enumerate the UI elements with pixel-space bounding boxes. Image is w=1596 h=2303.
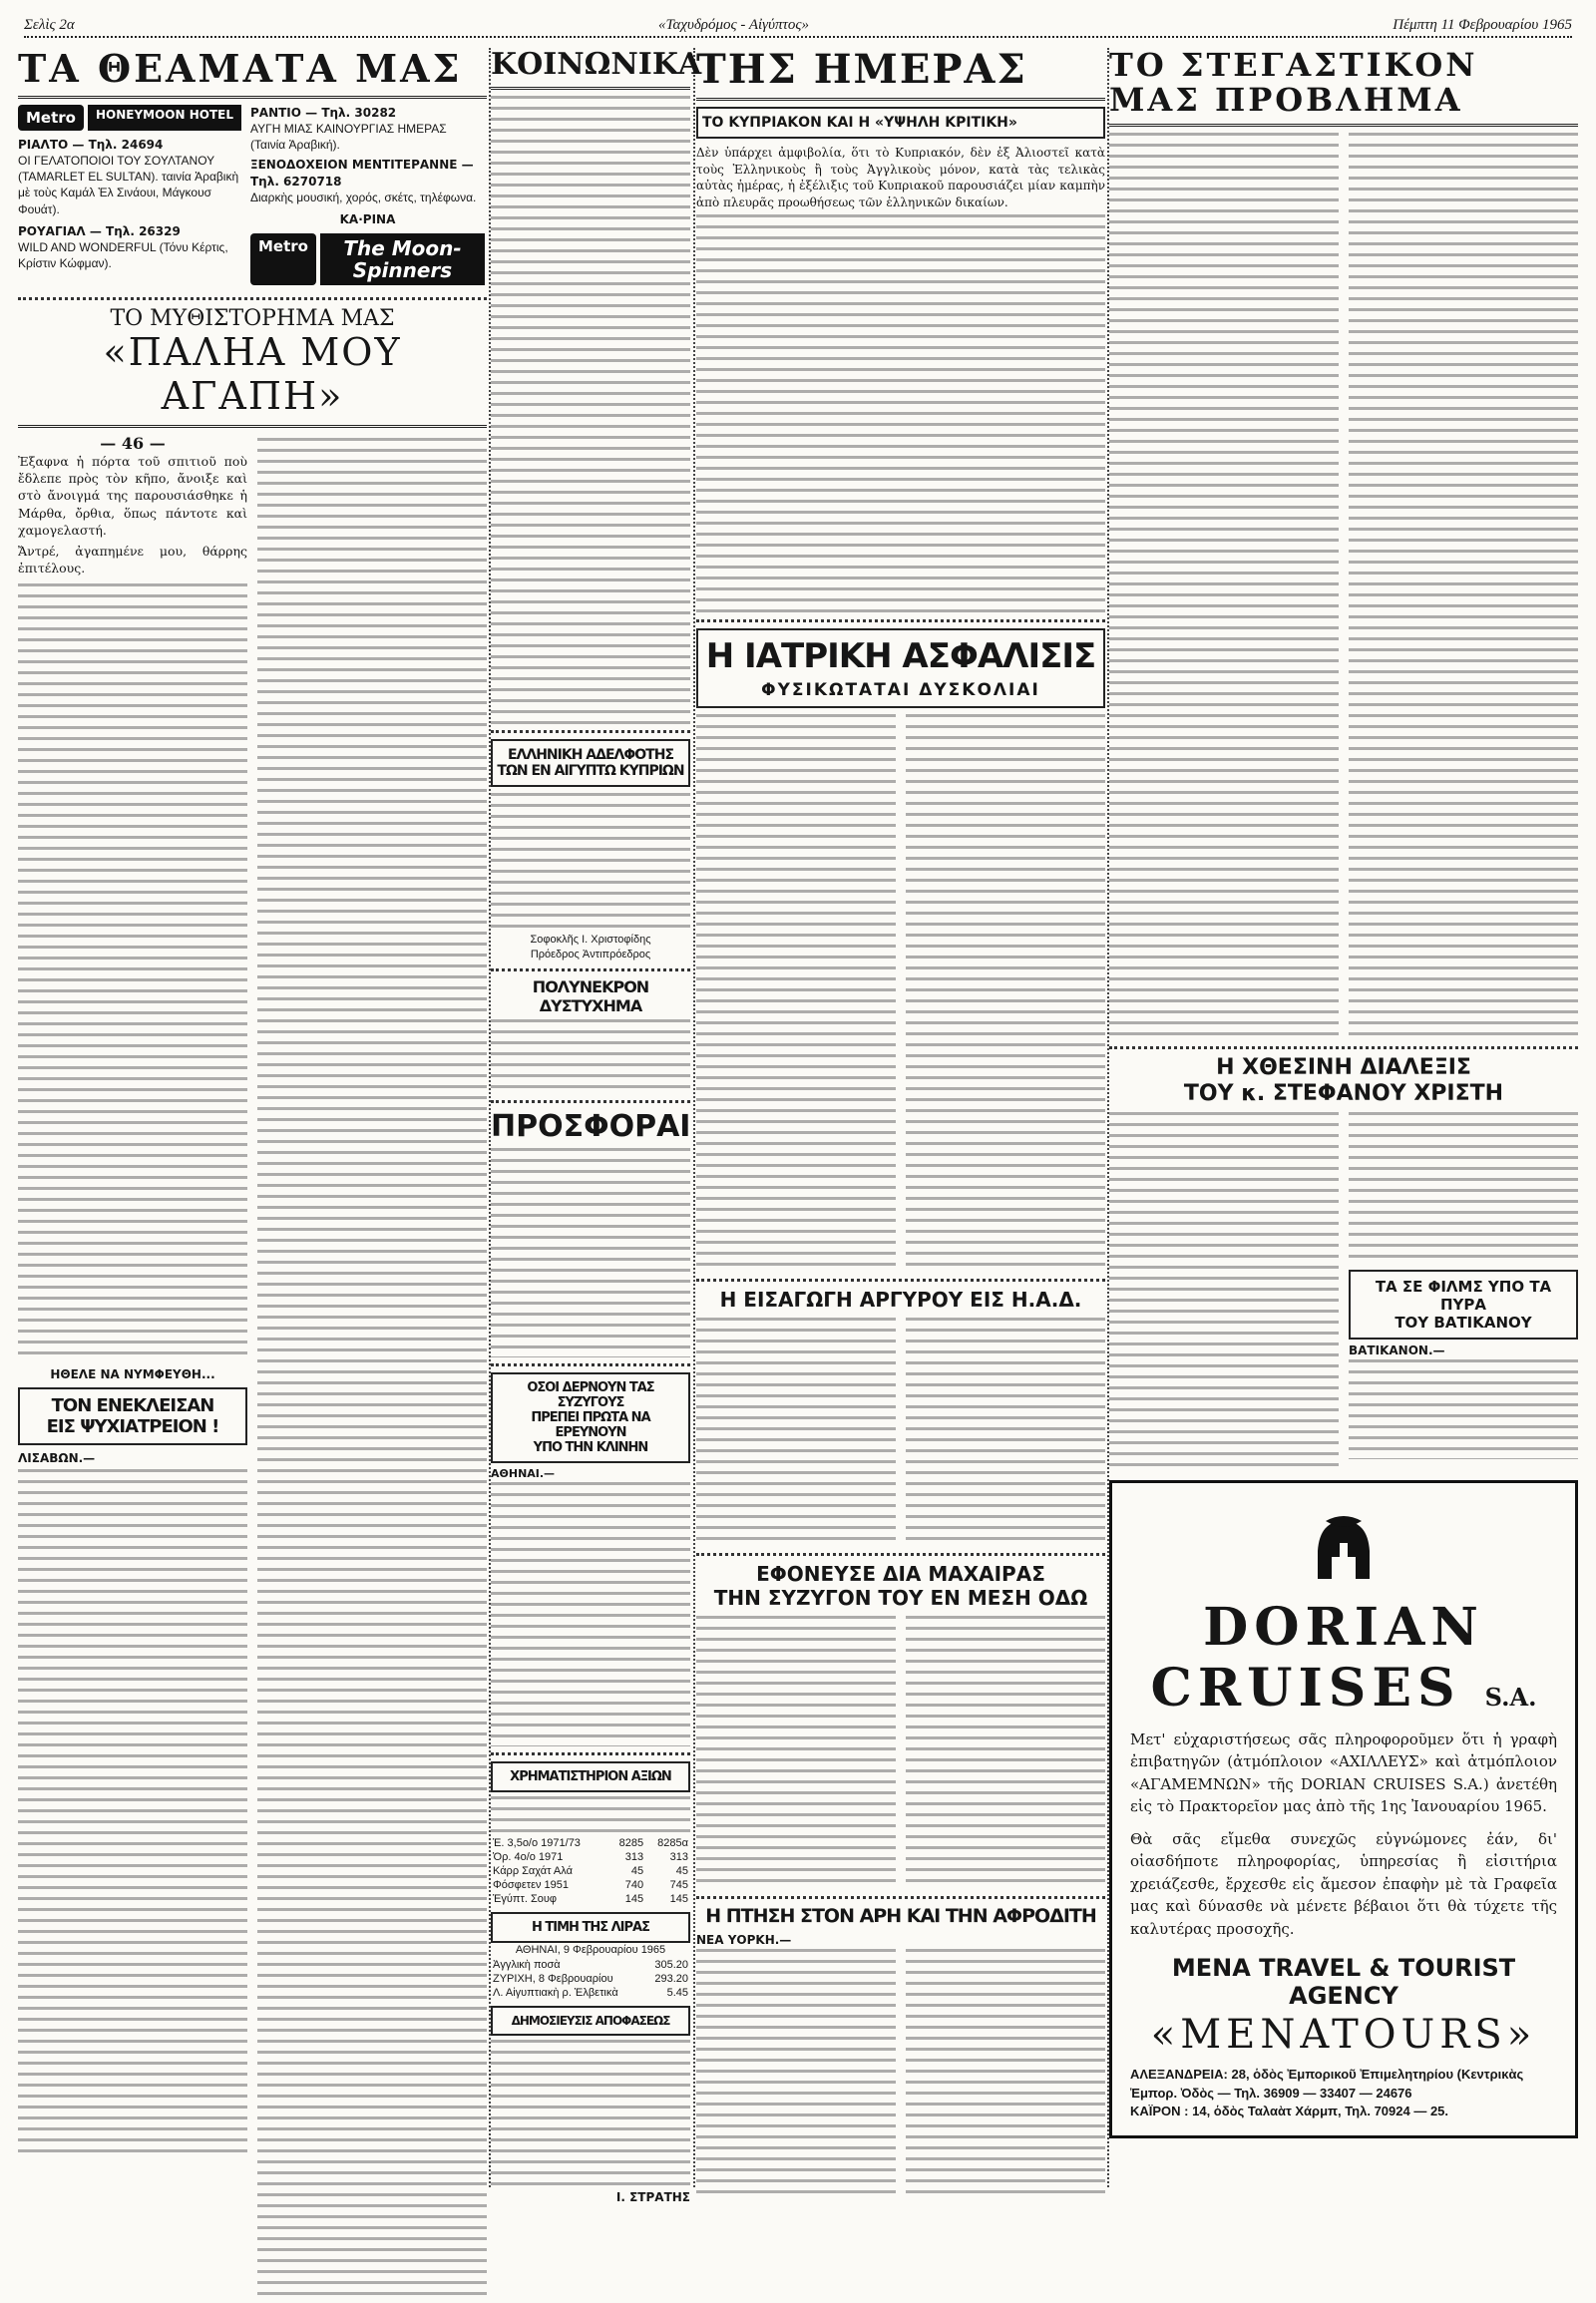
- brotherhood-line1: ΕΛΛΗΝΙΚΗ ΑΔΕΛΦΟΤΗΣ: [507, 747, 674, 763]
- social-body-text: [491, 96, 690, 724]
- table-cell: 5.45: [666, 1986, 688, 1999]
- gold-title: Η ΤΙΜΗ ΤΗΣ ΛΙΡΑΣ: [532, 1919, 649, 1935]
- gold-dateline: ΑΘΗΝΑΙ, 9 Φεβρουαρίου 1965: [515, 1943, 666, 1956]
- vatican-fire-line2: ΤΟΥ ΒΑΤΙΚΑΝΟΥ: [1395, 1313, 1532, 1332]
- cinema-royal-desc: WILD AND WONDERFUL (Τόνυ Κέρτις, Κρίστιν Κώφμαν).: [18, 239, 228, 271]
- ad-address-cairo: ΚΑΪΡΟΝ : 14, ὁδὸς Ταλαὰτ Χάρμπ, Τηλ. 70924 — 25.: [1130, 2103, 1449, 2118]
- divider: [696, 619, 1105, 622]
- paper-name: «Ταχυδρόμος - Αἰγύπτος»: [658, 16, 809, 33]
- dateline-newyork: ΝΕΑ ΥΟΡΚΗ.—: [696, 1933, 792, 1948]
- headline-asylum-line1: ΤΟΝ ΕΝΕΚΛΕΙΣΑΝ: [51, 1394, 214, 1416]
- asylum-body-text: [18, 1469, 247, 2157]
- headline-stock-market: [491, 1761, 690, 1792]
- cinema-karina: ΚΑ·ΡΙΝΑ: [339, 211, 396, 226]
- novel-label: ΤΟ ΜΥΘΙΣΤΟΡΗΜΑ ΜΑΣ: [110, 306, 395, 332]
- headline-silver: Η ΕΙΣΑΓΩΓΗ ΑΡΓΥΡΟΥ ΕΙΣ Η.Α.Δ.: [719, 1288, 1082, 1313]
- cinema-rialto: ΡΙΑΛΤΟ — Τηλ. 24694: [18, 137, 164, 152]
- spouses-line3: ΥΠΟ ΤΗΝ ΚΛΙΝΗΝ: [533, 1439, 648, 1455]
- headline-accident: ΠΟΛΥΝΕΚΡΟΝ ΔΥΣΤΥΧΗΜΑ: [532, 976, 649, 1015]
- section-title-day: ΤΗΣ ΗΜΕΡΑΣ: [696, 46, 1027, 93]
- housing-body-text: [1109, 133, 1339, 1040]
- headline-knife-2: ΤΗΝ ΣΥΖΥΓΟΝ ΤΟΥ ΕΝ ΜΕΣΗ ΟΔΩ: [713, 1586, 1088, 1611]
- table-cell: ΖΥΡΙΧΗ, 8 Φεβρουαρίου: [493, 1972, 613, 1985]
- table-cell: 145: [624, 1892, 644, 1905]
- silver-body-text-continued: [906, 1318, 1105, 1547]
- lecture-body-text-continued: [1349, 1112, 1578, 1262]
- metro-logo: Metro: [250, 233, 316, 285]
- novel-paragraph: Ἐξαφνα ἡ πόρτα τοῦ σπιτιοῦ ποὺ ἔδλεπε πρὸς τὸν κῆπο, ἄνοιξε καὶ στὸ ἄνοιγμά της παρουσιάσθηκε ἡ Μάρθα, ὄρθια, ὅπως πάντοτε καὶ χαμογελαστή.: [18, 453, 247, 538]
- insurance-body-text: [696, 714, 896, 1273]
- gold-table: [491, 1958, 690, 2000]
- vatican-fire-line1: ΤΑ ΣΕ ΦΙΛΜΣ ΥΠΟ ΤΑ ΠΥΡΑ: [1375, 1277, 1552, 1314]
- silver-body-text: [696, 1318, 896, 1547]
- divider: [491, 1100, 690, 1103]
- divider: [491, 968, 690, 971]
- divider: [18, 96, 487, 99]
- headline-vatican-fire: [1349, 1270, 1578, 1340]
- table-cell: 8285α: [657, 1836, 688, 1849]
- column-housing: [1109, 48, 1578, 2187]
- insurance-subtitle: ΦΥΣΙΚΩΤΑΤΑΙ ΔΥΣΚΟΛΙΑΙ: [761, 680, 1040, 701]
- helmet-icon: [1312, 1517, 1376, 1587]
- divider: [696, 1896, 1105, 1899]
- novel-body-text-continued: [257, 438, 487, 2303]
- dateline-athens: ΑΘΗΝΑΙ.—: [491, 1466, 556, 1480]
- headline-knife-1: ΕΦΟΝΕΥΣΕ ΔΙΑ ΜΑΧΑΙΡΑΣ: [756, 1562, 1045, 1587]
- table-row: [491, 1836, 690, 1850]
- ad-text-1: Μετ' εὐχαριστήσεως σᾶς πληροφοροῦμεν ὅτι ἡ γραφὴ ἐπιβατηγῶν (ἀτμόπλοιον «ΑΧΙΛΛΕΥΣ» καὶ ἀτμόπλοιον «ΑΓΑΜΕΜΝΩΝ» τῆς DORIAN CRUISES S.A.) ἀνετέθη εἰς τὸ Πρακτορεῖον μας ἀπὸ τῆς 1ης Ἰανουαρίου 1965.: [1130, 1729, 1557, 1816]
- section-title-theatre: ΤΑ ΘΕΑΜΑΤΑ ΜΑΣ: [18, 46, 463, 91]
- film-poster-honeymoon: HONEYMOON HOTEL: [88, 105, 241, 131]
- divider: [1109, 124, 1578, 127]
- table-cell: 740: [624, 1878, 644, 1891]
- table-cell: Φόσφετεν 1951: [493, 1878, 569, 1891]
- page-header: [24, 14, 1572, 38]
- hotel-desc: Διαρκὴς μουσική, χορός, σκέτς, τηλέφωνα.: [250, 190, 477, 204]
- ad-menatours: «MENATOURS»: [1150, 2012, 1537, 2059]
- table-cell: Ὁρ. 4ο/ο 1971: [493, 1850, 564, 1863]
- headline-asylum: [18, 1387, 247, 1445]
- table-cell: 8285: [618, 1836, 644, 1849]
- issue-date: Πέμπτη 11 Φεβρουαρίου 1965: [1393, 16, 1572, 33]
- knife-body-text-continued: [906, 1616, 1105, 1890]
- table-row: [491, 1864, 690, 1878]
- novel-title: «ΠΑΛΗΑ ΜΟΥ ΑΓΑΠΗ»: [103, 330, 402, 419]
- cinema-ranti-desc: ΑΥΓΗ ΜΙΑΣ ΚΑΙΝΟΥΡΓΙΑΣ ΗΜΕΡΑΣ (Ταινία Ἀραβική).: [250, 121, 447, 153]
- divider: [491, 1752, 690, 1755]
- headline-spouses: [491, 1372, 690, 1463]
- headline-gold: [491, 1912, 690, 1943]
- column-rule: [693, 48, 695, 2187]
- vatican-body-text: [1349, 1359, 1578, 1459]
- column-day: [696, 48, 1105, 2187]
- announcement-signer: Ι. ΣΤΡΑΤΗΣ: [615, 2189, 690, 2204]
- ad-address-alexandria: ΑΛΕΞΑΝΔΡΕΙΑ: 28, ὁδὸς Ἐμπορικοῦ Ἐπιμελητηρίου (Κεντρικὰς Ἐμπορ. Ὀδὸς — Τηλ. 36909 — 33407 — 24676: [1130, 2067, 1524, 2101]
- spouses-line2: ΠΡΕΠΕΙ ΠΡΩΤΑ ΝΑ ΕΡΕΥΝΟΥΝ: [531, 1409, 650, 1440]
- table-cell: 313: [669, 1850, 688, 1863]
- headline-announcement: [491, 2006, 690, 2036]
- table-cell: Ἐ. 3,5ο/ο 1971/73: [493, 1836, 581, 1849]
- column-social: [491, 47, 702, 2204]
- page-number: Σελὶς 2α: [24, 16, 75, 33]
- cyprus-head: ΤΟ ΚΥΠΡΙΑΚΟΝ ΚΑΙ Η «ΥΨΗΛΗ ΚΡΙΤΙΚΗ»: [702, 115, 1017, 131]
- cinema-ranti: ΡΑΝΤΙΟ — Τηλ. 30282: [250, 105, 397, 120]
- accident-body-text: [491, 1019, 690, 1094]
- section-title-social: ΚΟΙΝΩΝΙΚΑ: [491, 47, 702, 82]
- stock-table: [491, 1836, 690, 1906]
- ad-brand-suffix: S.A.: [1484, 1682, 1537, 1712]
- offers-body-text: [491, 1148, 690, 1357]
- hotel-mediterranee: ΞΕΝΟΔΟΧΕΙΟΝ ΜΕΝΤΙΤΕΡΑΝΝΕ — Τηλ. 6270718: [250, 158, 474, 189]
- brotherhood-line2: ΤΩΝ ΕΝ ΑΙΓΥΠΤΩ ΚΥΠΡΙΩΝ: [497, 763, 684, 779]
- table-cell: 745: [669, 1878, 688, 1891]
- headline-lecture-1: Η ΧΘΕΣΙΝΗ ΔΙΑΛΕΞΙΣ: [1216, 1055, 1471, 1081]
- cyprus-body-text: [696, 214, 1105, 613]
- ad-brand-name: DORIAN CRUISES: [1150, 1596, 1484, 1719]
- novel-paragraph: Ἄντρέ, ἀγαπημένε μου, θάρρης ἐπιτέλους.: [18, 544, 247, 576]
- divider: [696, 1279, 1105, 1282]
- ad-text-2: Θὰ σᾶς εἴμεθα συνεχῶς εὐγνώμονες ἐάν, δι' οἱασδήποτε πληροφορίας, ὑπηρεσίας ἢ εἰσιτήρια χρειάζεσθε, ἔρχεσθε εἰς ἄμεσον ἐπαφὴν μὲ τὰ Γραφεῖα μας καὶ δύνασθε νὰ μένετε βέβαιοι ὅτι θὰ τύχετε τῆς καλυτέρας προσοχῆς.: [1130, 1829, 1557, 1938]
- cinema-rialto-desc: ΟΙ ΓΕΛΑΤΟΠΟΙΟΙ ΤΟΥ ΣΟΥΛΤΑΝΟΥ (TAMARLET EL SULTAN). ταινία Ἀραβικὴ μὲ τοὺς Καμάλ Ἐλ Σινάουι, Μάγκουσ Φουάτ).: [18, 153, 239, 216]
- episode-number: — 46 —: [100, 433, 166, 453]
- table-row: [491, 1892, 690, 1906]
- headline-brotherhood: [491, 739, 690, 787]
- headline-insurance: [696, 628, 1105, 708]
- announcement-title: ΔΗΜΟΣΙΕΥΣΙΣ ΑΠΟΦΑΣΕΩΣ: [511, 2013, 670, 2028]
- table-cell: 305.20: [654, 1958, 688, 1971]
- divider: [696, 1553, 1105, 1556]
- table-row: [491, 1850, 690, 1864]
- table-cell: Ἐγύπτ. Σουφ: [493, 1892, 558, 1905]
- ad-dorian-cruises: [1109, 1480, 1578, 2138]
- knife-body-text: [696, 1616, 896, 1890]
- headline-mars-venus: Η ΠΤΗΣΗ ΣΤΟΝ ΑΡΗ ΚΑΙ ΤΗΝ ΑΦΡΟΔΙΤΗ: [705, 1905, 1096, 1928]
- table-row: [491, 1986, 690, 2000]
- insurance-title: Η ΙΑΤΡΙΚΗ ΑΣΦΑΛΙΣΙΣ: [705, 636, 1096, 677]
- table-cell: 45: [630, 1864, 644, 1877]
- table-row: [491, 1958, 690, 1972]
- signature-title: Πρόεδρος Ἀντιπρόεδρος: [530, 948, 651, 960]
- signature-name: Σοφοκλῆς Ι. Χριστοφίδης: [530, 934, 651, 946]
- spouses-body-text: [491, 1482, 690, 1746]
- announcement-body-text: [491, 2040, 690, 2189]
- headline-offers: ΠΡΟΣΦΟΡΑΙ: [491, 1108, 691, 1144]
- section-title-housing: ΤΟ ΣΤΕΓΑΣΤΙΚΟΝ ΜΑΣ ΠΡΟΒΛΗΜΑ: [1109, 46, 1478, 120]
- divider: [18, 297, 487, 300]
- ad-brand: [1130, 1597, 1557, 1719]
- dateline-vatican: ΒΑΤΙΚΑΝΟΝ.—: [1349, 1343, 1445, 1357]
- table-cell: 293.20: [654, 1972, 688, 1985]
- novel-body-text: [18, 583, 247, 1361]
- table-cell: Ἀγγλικὴ ποσὰ: [493, 1958, 561, 1971]
- headline-lecture-2: ΤΟΥ κ. ΣΤΕΦΑΝΟΥ ΧΡΙΣΤΗ: [1183, 1080, 1504, 1106]
- table-row: [491, 1972, 690, 1986]
- divider: [696, 98, 1105, 101]
- table-cell: 45: [675, 1864, 688, 1877]
- mars-body-text: [696, 1949, 896, 2198]
- lecture-body-text: [1109, 1112, 1339, 1466]
- cinema-royal: ΡΟΥΑΓΙΑΛ — Τηλ. 26329: [18, 223, 181, 238]
- divider: [491, 730, 690, 733]
- headline-cyprus: [696, 107, 1105, 139]
- table-cell: Λ. Αἰγυπτιακὴ ρ. Ἑλβετικὰ: [493, 1986, 618, 1999]
- headline-asylum-line2: ΕΙΣ ΨΥΧΙΑΤΡΕΙΟΝ !: [46, 1415, 219, 1437]
- table-cell: 145: [669, 1892, 688, 1905]
- stock-market-title: ΧΡΗΜΑΤΙΣΤΗΡΙΟΝ ΑΞΙΩΝ: [510, 1768, 671, 1784]
- metro-logo: Metro: [18, 105, 84, 131]
- ad-agency: MENA TRAVEL & TOURIST AGENCY: [1171, 1954, 1516, 2011]
- cyprus-lead: Δὲν ὑπάρχει ἀμφιβολία, ὅτι τὸ Κυπριακόν, δὲν ἐξ Ἀλιοστεῖ κατὰ τοὺς Ἑλληνικοὺς ἢ τοὺς Ἀγγλικοὺς μόνον, κατὰ τὰς τελικὰς αὐτὰς ἡμέρας, ἡ ἐξέλιξις τοῦ Κυπριακοῦ παρουσιάζει μίαν καμπὴν ἀπὸ πλευρᾶς προωθήσεως τῶν ἑλληνικῶν δικαίων.: [696, 146, 1105, 209]
- dateline-lisbon: ΛΙΣΑΒΩΝ.—: [18, 1450, 96, 1465]
- insurance-body-text-continued: [906, 714, 1105, 1273]
- subhead-wedding: ΗΘΕΛΕ ΝΑ ΝΥΜΦΕΥΘΗ...: [50, 1366, 215, 1381]
- spouses-line1: ΟΣΟΙ ΔΕΡΝΟΥΝ ΤΑΣ ΣΥΖΥΓΟΥΣ: [527, 1379, 654, 1410]
- film-poster-moonspinners: The Moon-Spinners: [320, 233, 485, 285]
- column-theatre: [18, 48, 487, 2187]
- brotherhood-body-text: [491, 793, 690, 933]
- divider: [491, 87, 690, 90]
- table-row: [491, 1878, 690, 1892]
- stock-intro-text: [491, 1796, 690, 1836]
- divider: [491, 1363, 690, 1366]
- housing-body-text-continued: [1349, 133, 1578, 1040]
- divider: [18, 425, 487, 428]
- mars-body-text-continued: [906, 1949, 1105, 2198]
- divider: [1109, 1046, 1578, 1049]
- table-cell: 313: [624, 1850, 644, 1863]
- table-cell: Κάρρ Σαχάτ Αλά: [493, 1864, 573, 1877]
